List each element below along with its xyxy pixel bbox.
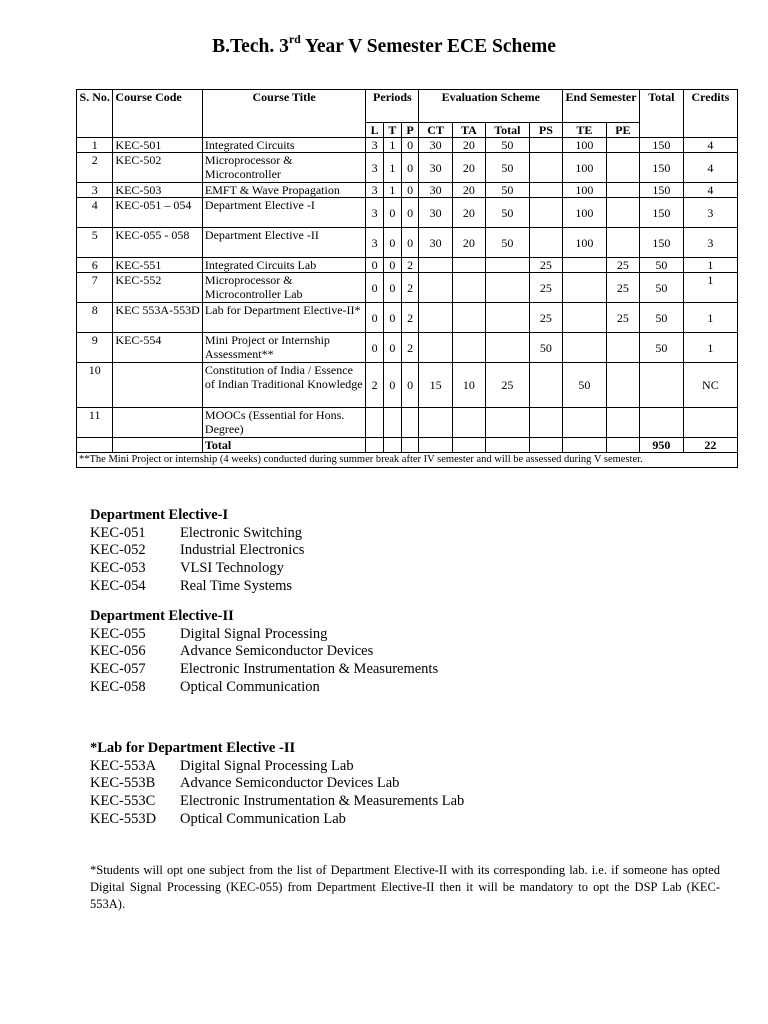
cell-ps: [529, 228, 562, 258]
cell-te: [563, 258, 607, 273]
cell-ps: 50: [529, 333, 562, 363]
cell-total: 50: [640, 258, 684, 273]
cell-tot: [486, 303, 530, 333]
cell-te: [563, 303, 607, 333]
course-code: KEC-553C: [90, 793, 156, 810]
total-label: Total: [202, 438, 365, 453]
course-name: Advance Semiconductor Devices: [180, 643, 374, 660]
cell-code: KEC 553A-553D: [113, 303, 203, 333]
cell-credits: 4: [683, 153, 737, 183]
cell-t: 1: [384, 138, 402, 153]
cell-pe: [606, 183, 639, 198]
course-code: KEC-052: [90, 542, 146, 559]
cell-l: 3: [366, 183, 384, 198]
table-row: [77, 303, 738, 333]
list-item: [90, 758, 464, 776]
cell-p: 0: [401, 228, 419, 258]
page-title: B.Tech. 3rd Year V Semester ECE Scheme: [212, 31, 556, 57]
cell-pe: [606, 363, 639, 408]
cell-credits: 4: [683, 183, 737, 198]
course-code: KEC-051: [90, 524, 146, 541]
cell-l: 3: [366, 198, 384, 228]
course-code: KEC-553D: [90, 810, 157, 827]
cell-l: 3: [366, 153, 384, 183]
cell-tot: 50: [486, 153, 530, 183]
cell-title: Integrated Circuits: [202, 138, 365, 153]
cell-sno: 3: [77, 183, 113, 198]
list-item: [90, 578, 304, 596]
cell-tot: [486, 273, 530, 303]
cell-title: Microprocessor & Microcontroller: [202, 153, 365, 183]
cell-total: 50: [640, 333, 684, 363]
cell-t: 0: [384, 303, 402, 333]
grand-total: 950: [640, 438, 684, 453]
cell-l: 3: [366, 228, 384, 258]
total-credits: 22: [683, 438, 737, 453]
cell-code: KEC-503: [113, 183, 203, 198]
cell-ta: 20: [452, 138, 485, 153]
cell-ct: 15: [419, 363, 452, 408]
table-row: [77, 183, 738, 198]
cell-code: [113, 408, 203, 438]
table-footnote: **The Mini Project or internship (4 weeks) conducted during summer break after IV semester and will be assessed during V semester.: [77, 453, 738, 468]
cell-te: 100: [563, 183, 607, 198]
cell-ta: 10: [452, 363, 485, 408]
cell-code: [113, 363, 203, 408]
list-item: [90, 525, 304, 543]
cell-sno: 9: [77, 333, 113, 363]
cell-code: KEC-051 – 054: [113, 198, 203, 228]
cell-l: 0: [366, 273, 384, 303]
cell-ct: [419, 303, 452, 333]
cell-ps: 25: [529, 273, 562, 303]
header-t: T: [384, 123, 402, 138]
cell-ct: 30: [419, 138, 452, 153]
list-item: [90, 679, 438, 697]
cell-ps: [529, 138, 562, 153]
cell-title: EMFT & Wave Propagation: [202, 183, 365, 198]
cell-t: 0: [384, 273, 402, 303]
cell-credits: NC: [683, 363, 737, 408]
cell-tot: [486, 333, 530, 363]
cell-te: 100: [563, 138, 607, 153]
cell-code: KEC-055 - 058: [113, 228, 203, 258]
cell-te: 50: [563, 363, 607, 408]
cell-l: [366, 408, 384, 438]
table-row: [77, 153, 738, 183]
cell-ta: 20: [452, 228, 485, 258]
header-ct: CT: [419, 123, 452, 138]
labs-section: [90, 740, 464, 829]
cell-p: 2: [401, 303, 419, 333]
table-row: [77, 228, 738, 258]
cell-p: 0: [401, 198, 419, 228]
cell-credits: [683, 408, 737, 438]
cell-credits: 4: [683, 138, 737, 153]
list-item: [90, 793, 464, 811]
cell-total: [640, 408, 684, 438]
cell-title: Mini Project or Internship Assessment**: [202, 333, 365, 363]
cell-te: [563, 408, 607, 438]
cell-sno: 5: [77, 228, 113, 258]
list-item: [90, 643, 438, 661]
course-code: KEC-058: [90, 678, 146, 695]
cell-total: [640, 363, 684, 408]
course-code: KEC-056: [90, 643, 146, 660]
list-item: [90, 661, 438, 679]
cell-p: 2: [401, 258, 419, 273]
header-te: TE: [563, 123, 607, 138]
cell-total: 50: [640, 273, 684, 303]
labs-heading: *Lab for Department Elective -II: [90, 740, 296, 756]
course-name: Digital Signal Processing: [180, 625, 328, 642]
table-row: [77, 138, 738, 153]
cell-ta: 20: [452, 153, 485, 183]
course-name: Optical Communication Lab: [180, 810, 346, 827]
course-name: Electronic Instrumentation & Measurements: [180, 661, 439, 678]
cell-total: 150: [640, 153, 684, 183]
cell-tot: 50: [486, 183, 530, 198]
elective-1-section: [90, 507, 304, 596]
cell-pe: 25: [606, 273, 639, 303]
cell-title: Department Elective -I: [202, 198, 365, 228]
cell-total: 150: [640, 228, 684, 258]
header-total: Total: [640, 90, 684, 138]
cell-ps: 25: [529, 303, 562, 333]
course-name: Advance Semiconductor Devices Lab: [180, 775, 400, 792]
cell-t: 1: [384, 183, 402, 198]
header-course-title: Course Title: [202, 90, 365, 138]
cell-p: 2: [401, 273, 419, 303]
elective-2-section: [90, 608, 438, 697]
cell-pe: 25: [606, 303, 639, 333]
cell-sno: 7: [77, 273, 113, 303]
course-name: Digital Signal Processing Lab: [180, 757, 354, 774]
course-code: KEC-053: [90, 560, 146, 577]
cell-tot: [486, 258, 530, 273]
total-row: [77, 438, 738, 453]
cell-tot: [486, 408, 530, 438]
cell-t: 0: [384, 363, 402, 408]
list-item: [90, 811, 464, 829]
course-code: KEC-057: [90, 661, 146, 678]
header-ps: PS: [529, 123, 562, 138]
cell-te: 100: [563, 198, 607, 228]
selection-note: *Students will opt one subject from the list of Department Elective-II with its corresponding lab. i.e. if someone has opted Digital Signal Processing (KEC-055) from Department Elective-II then it will be mandatory to opt the DSP Lab (KEC-553A).: [90, 863, 720, 911]
cell-tot: 50: [486, 198, 530, 228]
cell-code: KEC-502: [113, 153, 203, 183]
elective-2-heading: Department Elective-II: [90, 608, 234, 624]
cell-l: 0: [366, 333, 384, 363]
elective-1-heading: Department Elective-I: [90, 507, 229, 523]
table-row: [77, 333, 738, 363]
cell-ct: 30: [419, 228, 452, 258]
cell-p: 2: [401, 333, 419, 363]
header-sno: S. No.: [77, 90, 113, 138]
cell-l: 0: [366, 303, 384, 333]
cell-pe: [606, 333, 639, 363]
cell-ta: [452, 333, 485, 363]
cell-ta: [452, 258, 485, 273]
cell-code: KEC-552: [113, 273, 203, 303]
cell-ta: [452, 408, 485, 438]
cell-title: MOOCs (Essential for Hons. Degree): [202, 408, 365, 438]
cell-pe: [606, 408, 639, 438]
cell-ta: 20: [452, 198, 485, 228]
cell-pe: [606, 198, 639, 228]
header-evaluation-scheme: Evaluation Scheme: [419, 90, 563, 123]
course-code: KEC-054: [90, 577, 146, 594]
cell-te: [563, 273, 607, 303]
cell-ct: [419, 258, 452, 273]
table-row: [77, 363, 738, 408]
table-row: [77, 273, 738, 303]
cell-total: 150: [640, 138, 684, 153]
course-code: KEC-553B: [90, 775, 156, 792]
cell-pe: [606, 138, 639, 153]
cell-title: Constitution of India / Essence of Indian Traditional Knowledge: [202, 363, 365, 408]
cell-credits: 1: [683, 333, 737, 363]
cell-code: KEC-551: [113, 258, 203, 273]
cell-ps: [529, 153, 562, 183]
cell-credits: 1: [683, 273, 737, 303]
cell-t: 0: [384, 258, 402, 273]
header-ta: TA: [452, 123, 485, 138]
cell-ta: 20: [452, 183, 485, 198]
course-code: KEC-553A: [90, 757, 157, 774]
cell-ct: [419, 333, 452, 363]
cell-credits: 3: [683, 228, 737, 258]
cell-title: Integrated Circuits Lab: [202, 258, 365, 273]
course-code: KEC-055: [90, 625, 146, 642]
header-l: L: [366, 123, 384, 138]
scheme-table: [76, 89, 738, 468]
course-name: Electronic Instrumentation & Measurements Lab: [180, 793, 465, 810]
cell-title: Lab for Department Elective-II*: [202, 303, 365, 333]
cell-p: 0: [401, 153, 419, 183]
cell-sno: 4: [77, 198, 113, 228]
cell-ct: 30: [419, 153, 452, 183]
table-row: [77, 258, 738, 273]
cell-ct: 30: [419, 198, 452, 228]
course-name: VLSI Technology: [180, 560, 284, 577]
cell-ps: [529, 408, 562, 438]
cell-sno: 10: [77, 363, 113, 408]
cell-t: [384, 408, 402, 438]
table-row: [77, 198, 738, 228]
cell-code: KEC-554: [113, 333, 203, 363]
cell-total: 150: [640, 198, 684, 228]
cell-te: 100: [563, 153, 607, 183]
cell-sno: 1: [77, 138, 113, 153]
cell-t: 0: [384, 333, 402, 363]
cell-l: 3: [366, 138, 384, 153]
cell-code: KEC-501: [113, 138, 203, 153]
cell-ps: [529, 363, 562, 408]
course-name: Optical Communication: [180, 678, 320, 695]
cell-total: 150: [640, 183, 684, 198]
cell-tot: 50: [486, 138, 530, 153]
list-item: [90, 542, 304, 560]
cell-ct: [419, 273, 452, 303]
cell-title: Department Elective -II: [202, 228, 365, 258]
cell-sno: 8: [77, 303, 113, 333]
course-name: Real Time Systems: [180, 577, 292, 594]
header-course-code: Course Code: [113, 90, 203, 138]
table-row: [77, 408, 738, 438]
cell-t: 0: [384, 228, 402, 258]
cell-t: 1: [384, 153, 402, 183]
header-p: P: [401, 123, 419, 138]
cell-credits: 1: [683, 303, 737, 333]
list-item: [90, 560, 304, 578]
header-eval-total: Total: [486, 123, 530, 138]
cell-p: 0: [401, 363, 419, 408]
cell-pe: [606, 153, 639, 183]
cell-t: 0: [384, 198, 402, 228]
cell-tot: 50: [486, 228, 530, 258]
cell-ps: [529, 183, 562, 198]
header-periods: Periods: [366, 90, 419, 123]
cell-p: 0: [401, 183, 419, 198]
cell-pe: 25: [606, 258, 639, 273]
cell-l: 0: [366, 258, 384, 273]
cell-pe: [606, 228, 639, 258]
cell-p: [401, 408, 419, 438]
header-pe: PE: [606, 123, 639, 138]
cell-total: 50: [640, 303, 684, 333]
cell-p: 0: [401, 138, 419, 153]
cell-sno: 2: [77, 153, 113, 183]
list-item: [90, 626, 438, 644]
cell-l: 2: [366, 363, 384, 408]
cell-credits: 3: [683, 198, 737, 228]
cell-ct: [419, 408, 452, 438]
cell-ta: [452, 303, 485, 333]
header-end-semester: End Semester: [563, 90, 640, 123]
cell-credits: 1: [683, 258, 737, 273]
cell-te: 100: [563, 228, 607, 258]
list-item: [90, 775, 464, 793]
course-name: Electronic Switching: [180, 524, 303, 541]
cell-title: Microprocessor & Microcontroller Lab: [202, 273, 365, 303]
cell-ct: 30: [419, 183, 452, 198]
cell-sno: 6: [77, 258, 113, 273]
cell-te: [563, 333, 607, 363]
cell-sno: 11: [77, 408, 113, 438]
cell-ps: [529, 198, 562, 228]
header-credits: Credits: [683, 90, 737, 138]
cell-ta: [452, 273, 485, 303]
cell-ps: 25: [529, 258, 562, 273]
cell-tot: 25: [486, 363, 530, 408]
course-name: Industrial Electronics: [180, 542, 305, 559]
